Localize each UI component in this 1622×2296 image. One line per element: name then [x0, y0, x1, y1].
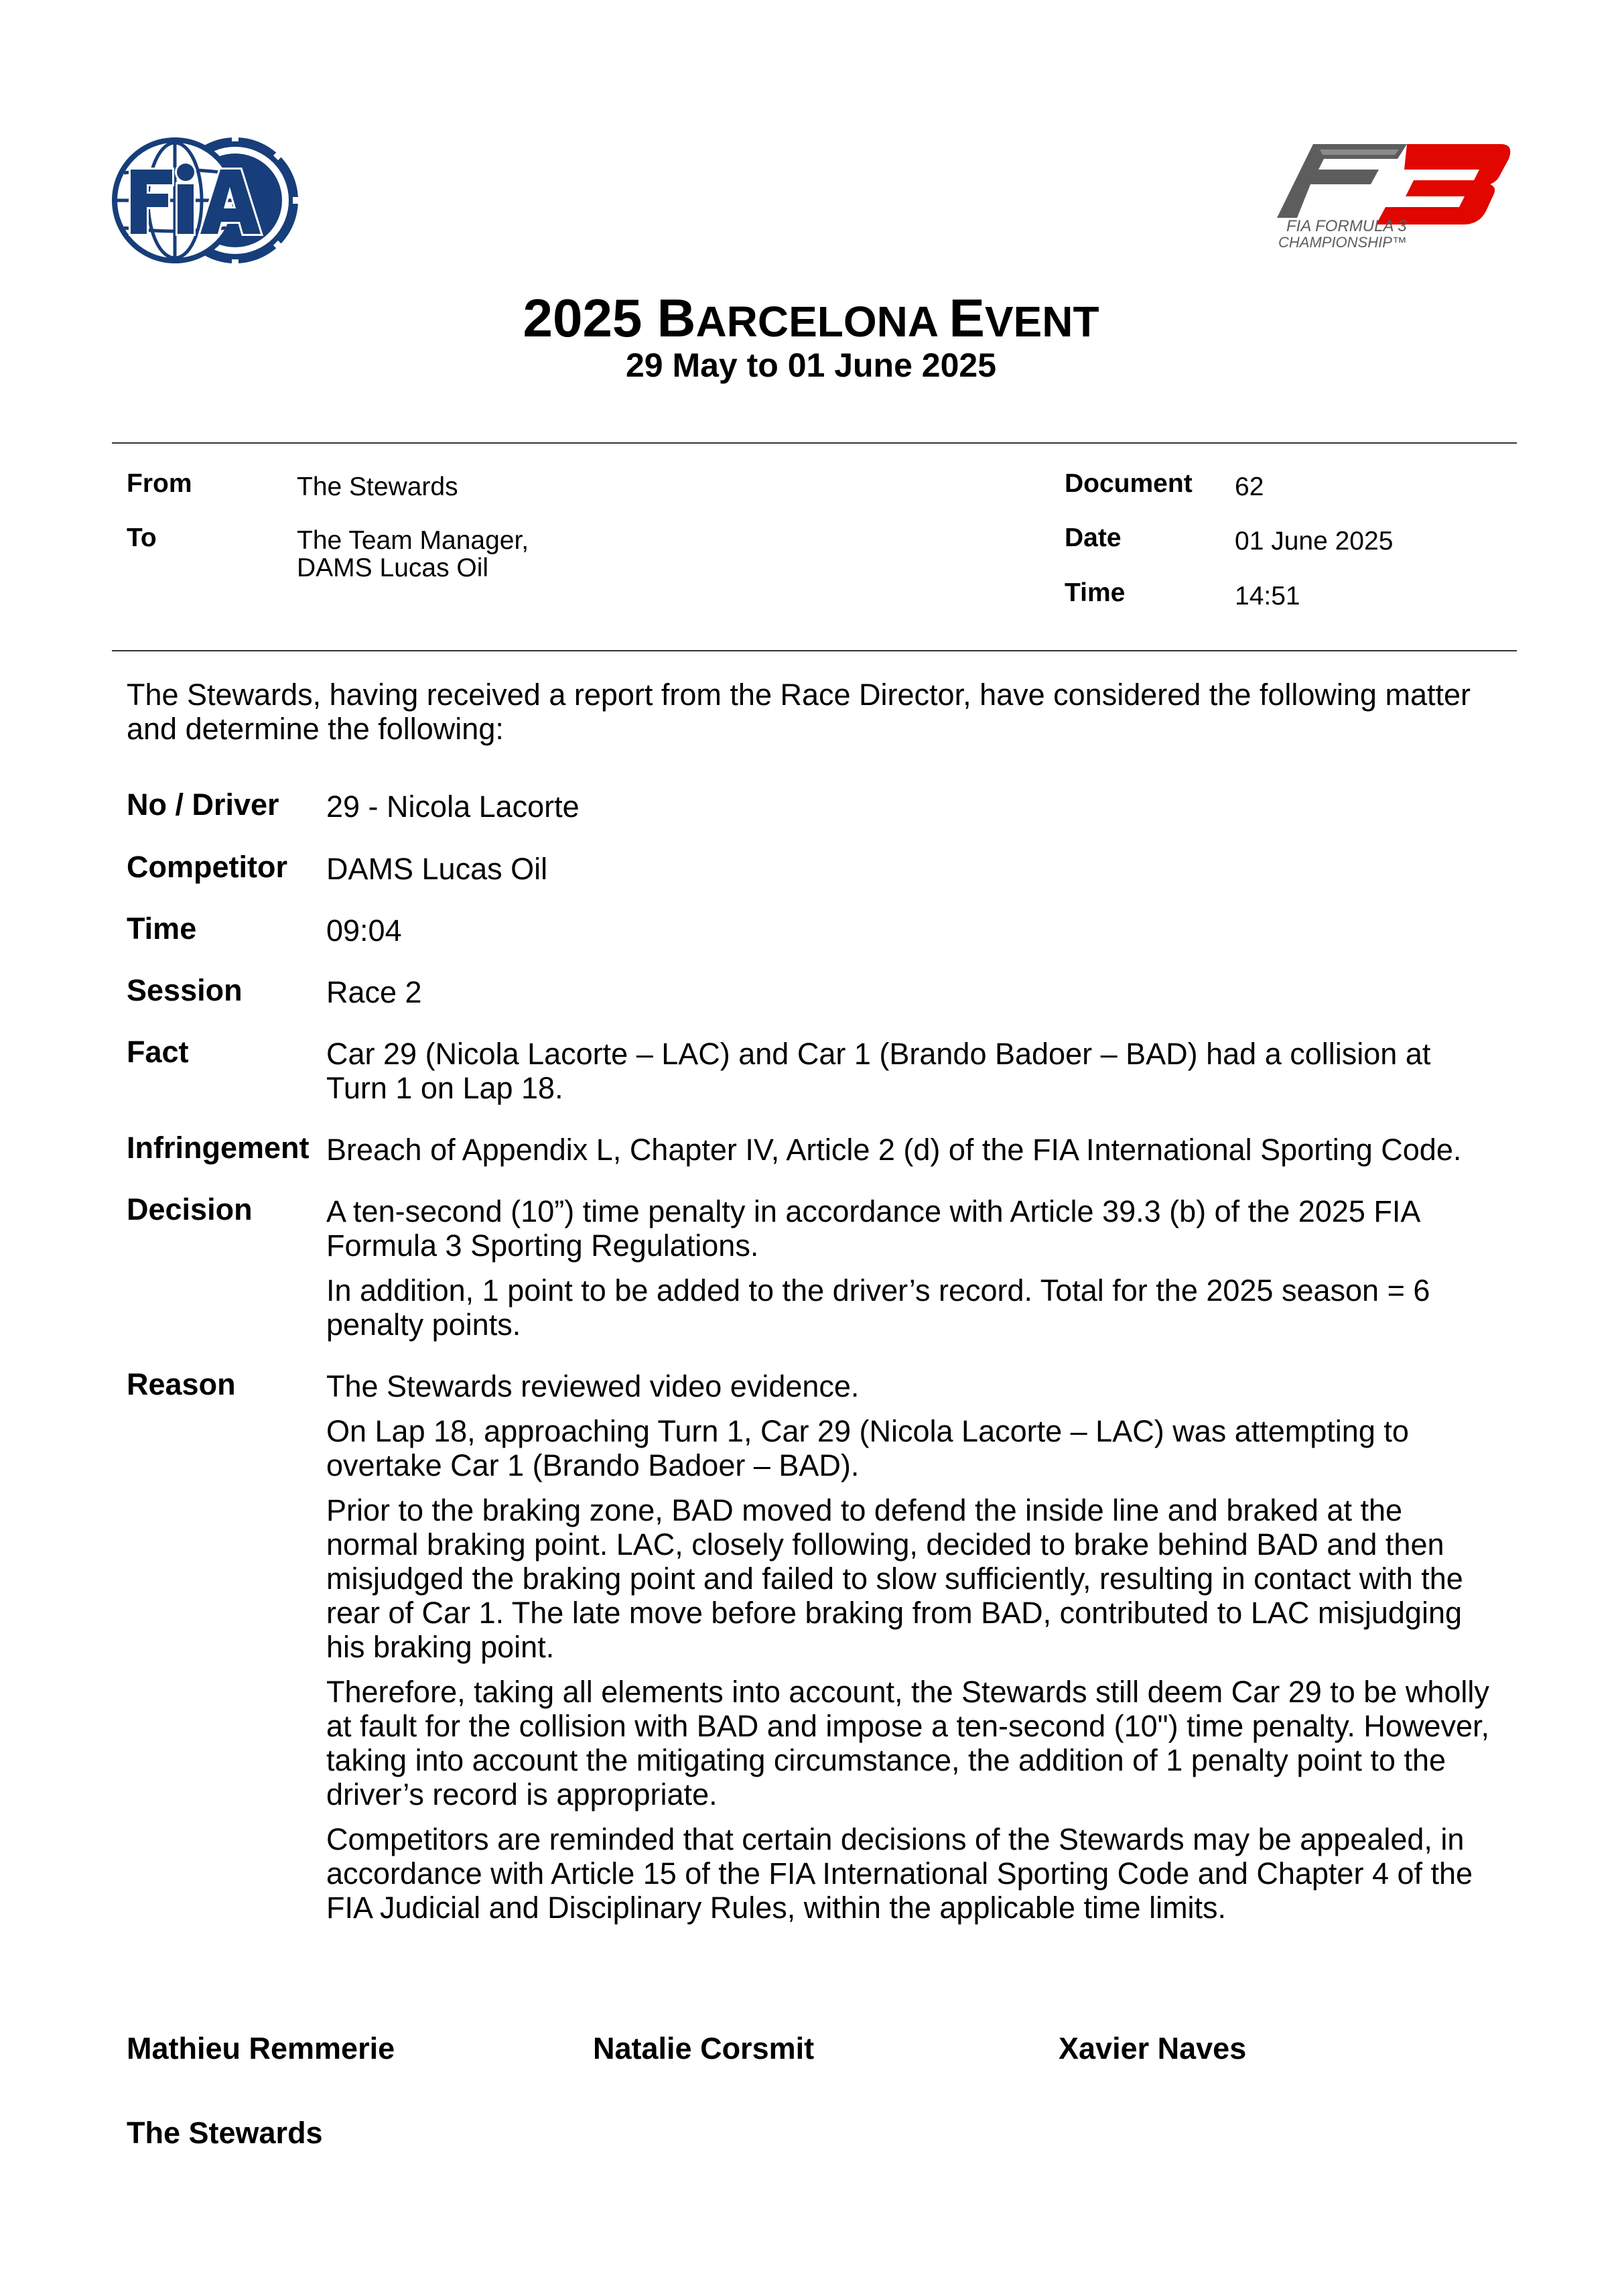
fia-logo: [111, 136, 299, 265]
title-e-initial: E: [949, 288, 985, 348]
f3-wordmark-line2: CHAMPIONSHIP™: [1278, 234, 1407, 251]
competitor-label: Competitor: [127, 850, 287, 884]
to-value-line2: DAMS Lucas Oil: [297, 554, 489, 582]
session-label: Session: [127, 973, 243, 1007]
steward-signature-3: Xavier Naves: [1059, 2031, 1247, 2065]
event-dates: 29 May to 01 June 2025: [625, 346, 997, 384]
decision-paragraph-2: In addition, 1 point to be added to the driver’s record. Total for the 2025 season = 6 penalty points.: [326, 1273, 1430, 1342]
f3-championship-logo: [1273, 137, 1514, 251]
time-label: Time: [1065, 578, 1126, 607]
divider-bottom: [112, 650, 1517, 651]
decision-paragraph-1: A ten-second (10”) time penalty in accordance with Article 39.3 (b) of the 2025 FIA Formula 3 Sporting Regulations.: [326, 1194, 1419, 1263]
from-label: From: [127, 469, 192, 498]
to-label: To: [127, 523, 157, 552]
reason-paragraph-4: Therefore, taking all elements into account, the Stewards still deem Car 29 to be wholly at fault for the collision with BAD and impose a ten-second (10") time penalty. However, taking into account the mitigating circumstance, the addition of 1 penalty point to the driver’s record is appropriate.: [326, 1675, 1489, 1811]
f3-wordmark-line1: FIA FORMULA 3: [1286, 217, 1407, 235]
document-value: 62: [1235, 472, 1264, 501]
time-row-value: 09:04: [326, 913, 402, 948]
title-e-rest: VENT: [984, 298, 1099, 346]
session-value: Race 2: [326, 975, 422, 1009]
reason-paragraph-1: The Stewards reviewed video evidence.: [326, 1369, 860, 1403]
divider-top: [112, 442, 1517, 444]
to-value-line1: The Team Manager,: [297, 526, 529, 555]
date-label: Date: [1065, 523, 1122, 552]
steward-signature-2: Natalie Corsmit: [593, 2031, 815, 2065]
infringement-value: Breach of Appendix L, Chapter IV, Article 2 (d) of the FIA International Sporting Code.: [326, 1133, 1462, 1167]
time-value: 14:51: [1235, 582, 1300, 611]
time-row-label: Time: [127, 911, 197, 946]
reason-paragraph-5: Competitors are reminded that certain decisions of the Stewards may be appealed, in accordance with Article 15 of the FIA International Sporting Code and Chapter 4 of the FIA Judicial and Disciplinary Rules, within the applicable time limits.: [326, 1822, 1473, 1925]
decision-label: Decision: [127, 1192, 253, 1226]
reason-label: Reason: [127, 1367, 236, 1401]
competitor-value: DAMS Lucas Oil: [326, 852, 548, 886]
title-b-rest: ARCELONA: [695, 298, 949, 346]
reason-paragraph-2: On Lap 18, approaching Turn 1, Car 29 (Nicola Lacorte – LAC) was attempting to overtake Car 1 (Brando Badoer – BAD).: [326, 1414, 1409, 1482]
reason-block: [326, 1369, 1502, 1935]
f3-emblem-icon: [1273, 137, 1514, 251]
document-label: Document: [1065, 469, 1193, 498]
steward-signature-1: Mathieu Remmerie: [127, 2031, 395, 2065]
from-value: The Stewards: [297, 472, 458, 501]
infringement-label: Infringement: [127, 1131, 310, 1165]
driver-value: 29 - Nicola Lacorte: [326, 789, 580, 824]
driver-label: No / Driver: [127, 787, 279, 822]
stewards-footer: The Stewards: [127, 2116, 323, 2150]
intro-text: The Stewards, having received a report from the Race Director, have considered the following matter and determine the following:: [127, 678, 1471, 746]
date-value: 01 June 2025: [1235, 527, 1394, 556]
fact-value: Car 29 (Nicola Lacorte – LAC) and Car 1 (Brando Badoer – BAD) had a collision at Turn 1 on Lap 18.: [326, 1037, 1431, 1105]
title-b-initial: B: [657, 288, 696, 348]
decision-block: [326, 1194, 1492, 1352]
fact-label: Fact: [127, 1035, 189, 1069]
fia-emblem-icon: [111, 136, 299, 265]
title-year: 2025: [523, 288, 657, 348]
reason-paragraph-3: Prior to the braking zone, BAD moved to defend the inside line and braked at the normal braking point. LAC, closely following, decided to brake behind BAD and then misjudged the braking point and failed to slow sufficiently, resulting in contact with the rear of Car 1. The late move before braking from BAD, contributed to LAC misjudging his braking point.: [326, 1493, 1463, 1664]
